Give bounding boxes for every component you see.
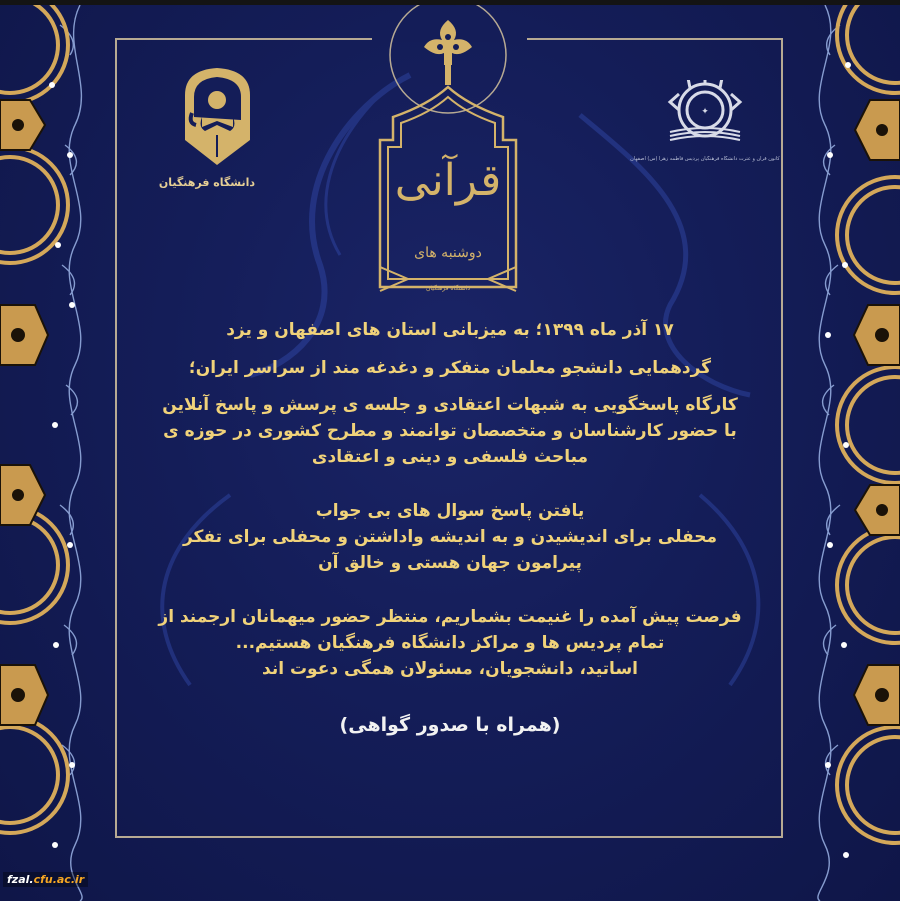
- logo-center-footer: دانشگاه فرهنگیان: [425, 285, 471, 292]
- quran-mondays-logo: [368, 5, 528, 305]
- invitation-paragraph: [120, 604, 780, 682]
- rosette-book-icon: [630, 80, 780, 150]
- university-emblem-icon: [180, 65, 255, 170]
- workshop-paragraph: [120, 392, 780, 470]
- purpose-line-3: پیرامون جهان هستی و خالق آن: [318, 553, 582, 573]
- purpose-line-2: محفلی برای اندیشیدن و به اندیشه واداشتن و محفلی برای تفکر: [182, 527, 718, 547]
- workshop-line-1: کارگاه پاسخگویی به شبهات اعتقادی و جلسه ی پرسش و پاسخ آنلاین: [162, 395, 738, 415]
- logo-left-caption: دانشگاه فرهنگیان: [158, 176, 255, 189]
- logo-right-glyph: ✦: [701, 107, 709, 117]
- invitation-line-1: فرصت پیش آمده را غنیمت بشماریم، منتظر حضور میهمانان ارجمند از: [158, 607, 742, 627]
- gathering-line: گردهمایی دانشجو معلمان متفکر و دغدغه مند از سراسر ایران؛: [188, 358, 712, 378]
- quran-etrat-logo: [630, 80, 780, 170]
- site-watermark: [3, 872, 88, 887]
- logo-center-subtitle: دوشنبه های: [414, 245, 482, 261]
- event-date-line: ۱۷ آذر ماه ۱۳۹۹؛ به میزبانی استان های اصفهان و یزد: [226, 320, 674, 340]
- watermark-domain: cfu.ac.ir: [33, 873, 85, 886]
- announcement-content: [120, 316, 780, 738]
- purpose-paragraph: [120, 498, 780, 576]
- watermark-prefix: fzal.: [7, 873, 34, 886]
- workshop-line-3: مباحث فلسفی و دینی و اعتقادی: [311, 447, 589, 467]
- invitation-line-2: تمام پردیس ها و مراکز دانشگاه فرهنگیان هستیم...: [235, 633, 665, 653]
- farhangian-university-logo: [158, 65, 255, 190]
- logo-right-caption: کانون قرآن و عترت دانشگاه فرهنگیان پردیس فاطمه زهرا (س) اصفهان: [630, 156, 780, 162]
- workshop-line-2: با حضور کارشناسان و متخصصان توانمند و مطرح کشوری در حوزه ی: [163, 421, 737, 441]
- left-ornamental-border: [0, 5, 100, 901]
- certificate-note: (همراه با صدور گواهی): [339, 714, 561, 736]
- purpose-line-1: یافتن پاسخ سوال های بی جواب: [315, 501, 585, 521]
- invitation-line-3: اساتید، دانشجویان، مسئولان همگی دعوت اند: [262, 659, 638, 679]
- logo-center-title: قرآنی: [394, 155, 502, 206]
- right-ornamental-border: [800, 5, 900, 901]
